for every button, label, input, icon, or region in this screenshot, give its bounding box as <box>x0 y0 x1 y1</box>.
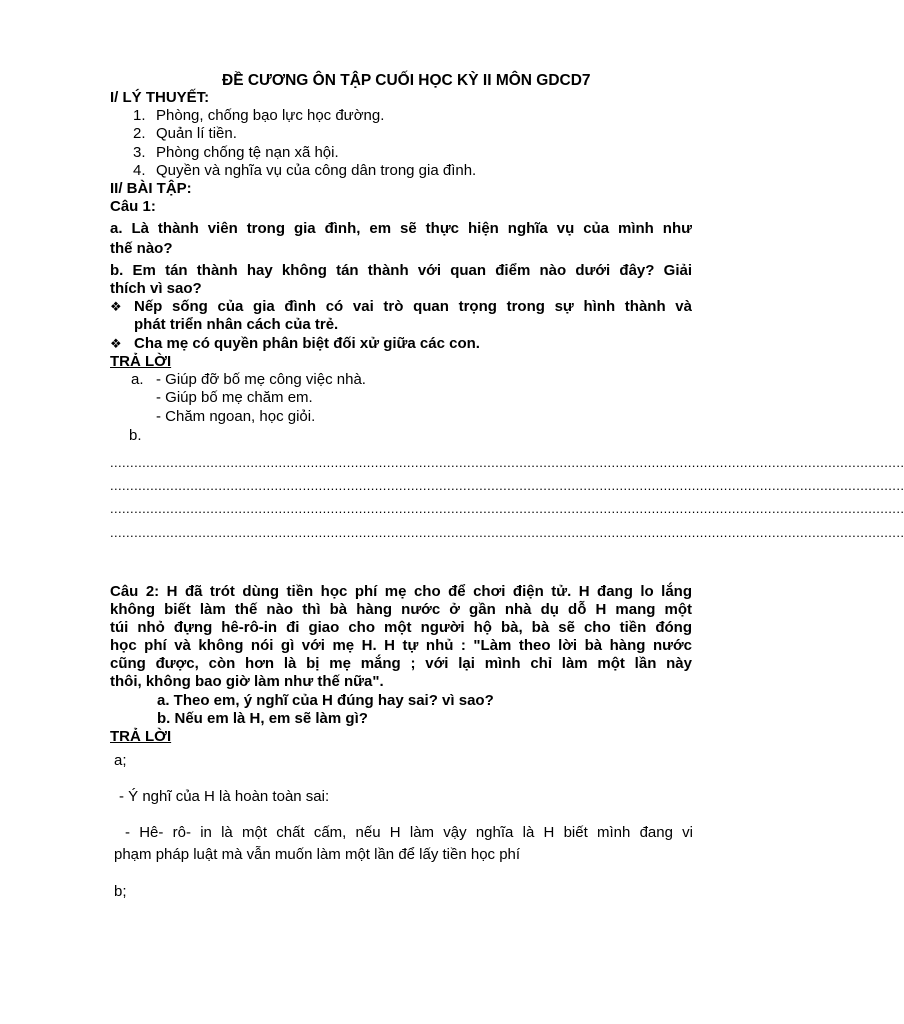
diamond-bullet-icon: ❖ <box>110 299 122 314</box>
q2-answer-a-1: - Ý nghĩ của H là hoàn toàn sai: <box>119 788 330 805</box>
theory-item-num: 2. <box>133 125 146 142</box>
q1-answer-a-label: a. <box>131 371 144 388</box>
theory-item: Phòng, chống bạo lực học đường. <box>156 107 385 124</box>
theory-item: Quản lí tiền. <box>156 125 237 142</box>
q2-answer-heading: TRẢ LỜI <box>110 728 172 745</box>
exercises-heading: II/ BÀI TẬP: <box>110 180 192 197</box>
theory-item-num: 4. <box>133 162 146 179</box>
q1-part-b-cont: thích vì sao? <box>110 280 202 297</box>
q2-answer-a-label: a; <box>114 752 127 769</box>
q2-sub-question-b: b. Nếu em là H, em sẽ làm gì? <box>157 710 368 727</box>
q1-viewpoint-1-cont: phát triển nhân cách của trẻ. <box>134 316 339 333</box>
q1-answer-a-item: - Giúp bố mẹ chăm em. <box>156 389 313 406</box>
theory-heading: I/ LÝ THUYẾT: <box>110 89 210 106</box>
q2-answer-a-2: - Hê- rô- in là một chất cấm, nếu H làm vậy nghĩa là H biết mình đang vi <box>125 824 693 841</box>
answer-dot-line: ...................................................................................................................................................................................................... <box>110 501 904 516</box>
q1-answer-a-item: - Giúp đỡ bố mẹ công việc nhà. <box>156 371 366 388</box>
theory-item-num: 3. <box>133 144 146 161</box>
document-title: ĐỀ CƯƠNG ÔN TẬP CUỐI HỌC KỲ II MÔN GDCD7 <box>222 72 591 89</box>
answer-dot-line: ...................................................................................................................................................................................................... <box>110 478 904 493</box>
q1-part-a-cont: thế nào? <box>110 240 173 257</box>
q1-part-b: b. Em tán thành hay không tán thành với quan điểm nào dưới đây? Giải <box>110 262 692 279</box>
q2-text-line: thôi, không bao giờ làm như thế nữa". <box>110 673 384 690</box>
q1-part-a: a. Là thành viên trong gia đình, em sẽ thực hiện nghĩa vụ của mình như <box>110 220 692 237</box>
q2-answer-b-label: b; <box>114 883 127 900</box>
q1-answer-a-item: - Chăm ngoan, học giỏi. <box>156 408 316 425</box>
q2-text-line: cũng được, còn hơn là bị mẹ mắng ; với lại mình chỉ làm một lần này <box>110 655 692 672</box>
q1-label: Câu 1: <box>110 198 156 215</box>
q1-answer-heading: TRẢ LỜI <box>110 353 172 370</box>
answer-dot-line: ...................................................................................................................................................................................................... <box>110 455 904 470</box>
answer-dot-line: ...................................................................................................................................................................................................... <box>110 525 904 540</box>
q2-answer-a-2-cont: phạm pháp luật mà vẫn muốn làm một lần để lấy tiền học phí <box>114 846 521 863</box>
q1-answer-b-label: b. <box>129 427 142 444</box>
q1-viewpoint-1: Nếp sống của gia đình có vai trò quan trọng trong sự hình thành và <box>134 298 692 315</box>
q2-text-line: không biết làm thế nào thì bà hàng nước ở gần nhà dụ dỗ H mang một <box>110 601 692 618</box>
theory-item: Quyền và nghĩa vụ của công dân trong gia đình. <box>156 162 477 179</box>
theory-item-num: 1. <box>133 107 146 124</box>
q2-text-line: học phí và không nói gì với mẹ H. H tự nhủ : "Làm theo lời bà hàng nước <box>110 637 692 654</box>
q1-viewpoint-2: Cha mẹ có quyền phân biệt đối xử giữa các con. <box>134 335 480 352</box>
theory-item: Phòng chống tệ nạn xã hội. <box>156 144 339 161</box>
q2-sub-question-a: a. Theo em, ý nghĩ của H đúng hay sai? vì sao? <box>157 692 494 709</box>
q2-text-line: Câu 2: H đã trót dùng tiền học phí mẹ cho để chơi điện tử. H đang lo lắng <box>110 583 692 600</box>
diamond-bullet-icon: ❖ <box>110 336 122 351</box>
q2-text-line: túi nhỏ đựng hê-rô-in đi giao cho một người hộ bà, bà sẽ cho tiền đóng <box>110 619 692 636</box>
